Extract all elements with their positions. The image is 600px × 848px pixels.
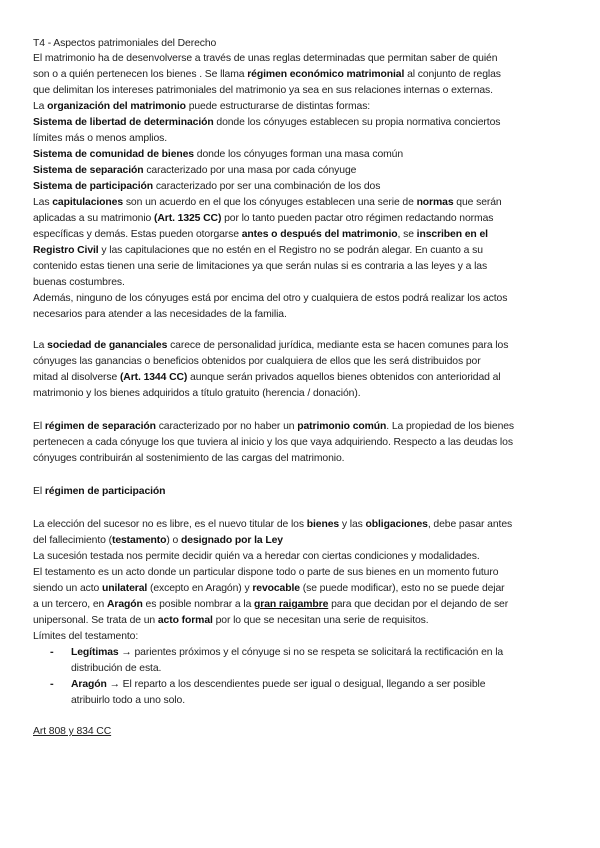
- paragraph-line: La elección del sucesor no es libre, es el nuevo titular de los bienes y las obligaciones, debe pasar antes: [33, 519, 513, 530]
- list-item-line: Legítimas → parientes próximos y el cónyuge si no se respeta se solicitará la rectificación en la: [71, 647, 504, 658]
- paragraph-line: matrimonio y los bienes adquiridos a título gratuito (herencia / donación).: [33, 388, 361, 399]
- article-reference: Art 808 y 834 CC: [33, 726, 112, 737]
- paragraph-line: que delimitan los intereses patrimoniales del matrimonio ya sea en sus relaciones internas o externas.: [33, 85, 493, 96]
- paragraph-line: Sistema de participación caracterizado por ser una combinación de los dos: [33, 181, 381, 192]
- paragraph-line: El matrimonio ha de desenvolverse a través de unas reglas determinadas que permitan saber de quién: [33, 53, 498, 64]
- paragraph-line: Además, ninguno de los cónyuges está por encima del otro y cualquiera de estos podrá realizar los actos: [33, 293, 508, 304]
- paragraph-line: cónyuges contribuirán al sostenimiento de las cargas del matrimonio.: [33, 453, 345, 464]
- paragraph-line: aplicadas a su matrimonio (Art. 1325 CC) por lo tanto pueden pactar otro régimen redactando normas: [33, 213, 494, 224]
- list-item-line: atribuirlo todo a uno solo.: [71, 695, 185, 706]
- paragraph-line: Límites del testamento:: [33, 631, 139, 642]
- paragraph-line: necesarios para atender a las necesidades de la familia.: [33, 309, 287, 320]
- paragraph-line: Las capitulaciones son un acuerdo en el que los cónyuges establecen una serie de normas que serán: [33, 197, 502, 208]
- paragraph-line: buenas costumbres.: [33, 277, 125, 288]
- paragraph-line: específicas y demás. Estas pueden otorgarse antes o después del matrimonio, se inscriben en el: [33, 229, 488, 240]
- list-item-line: Aragón → El reparto a los descendientes puede ser igual o desigual, llegando a ser posible: [71, 679, 486, 690]
- paragraph-line: La organización del matrimonio puede estructurarse de distintas formas:: [33, 101, 371, 112]
- paragraph-line: Sistema de comunidad de bienes donde los cónyuges forman una masa común: [33, 149, 404, 160]
- paragraph-line: La sucesión testada nos permite decidir quién va a heredar con ciertas condiciones y modalidades.: [33, 551, 480, 562]
- paragraph-line: contenido estas tienen una serie de limitaciones ya que serán nulas si es contraria a las leyes y a las: [33, 261, 488, 272]
- list-bullet: -: [50, 646, 54, 658]
- paragraph-line: siendo un acto unilateral (excepto en Aragón) y revocable (se puede modificar), esto no se puede dejar: [33, 583, 505, 594]
- list-item-line: distribución de esta.: [71, 663, 162, 674]
- paragraph-line: son o a quién pertenecen los bienes . Se llama régimen económico matrimonial al conjunto de reglas: [33, 69, 501, 80]
- paragraph-line: La sociedad de gananciales carece de personalidad jurídica, mediante esta se hacen comunes para los: [33, 340, 509, 351]
- paragraph-line: Sistema de separación caracterizado por una masa por cada cónyuge: [33, 165, 357, 176]
- paragraph-line: unipersonal. Se trata de un acto formal por lo que se necesitan una serie de requisitos.: [33, 615, 429, 626]
- section-heading: El régimen de participación: [33, 486, 166, 497]
- list-bullet: -: [50, 678, 54, 690]
- paragraph-line: cónyuges las ganancias o beneficios obtenidos por cualquiera de ellos que les será distribuidos por: [33, 356, 481, 367]
- paragraph-line: El testamento es un acto donde un particular dispone todo o parte de sus bienes en un momento futuro: [33, 567, 499, 578]
- doc-title: T4 - Aspectos patrimoniales del Derecho: [33, 38, 217, 49]
- paragraph-line: límites más o menos amplios.: [33, 133, 168, 144]
- paragraph-line: a un tercero, en Aragón es posible nombrar a la gran raigambre para que decidan por el dejando de ser: [33, 599, 509, 610]
- paragraph-line: mitad al disolverse (Art. 1344 CC) aunque serán privados aquellos bienes obtenidos con anterioridad al: [33, 372, 501, 383]
- paragraph-line: del fallecimiento (testamento) o designado por la Ley: [33, 535, 283, 546]
- paragraph-line: pertenecen a cada cónyuge los que tuviera al inicio y los que vaya adquiriendo. Respecto a las deudas los: [33, 437, 513, 448]
- paragraph-line: Sistema de libertad de determinación donde los cónyuges establecen su propia normativa conciertos: [33, 117, 501, 128]
- paragraph-line: El régimen de separación caracterizado por no haber un patrimonio común. La propiedad de los bienes: [33, 421, 515, 432]
- paragraph-line: Registro Civil y las capitulaciones que no estén en el Registro no se podrán alegar. En cuanto a su: [33, 245, 483, 256]
